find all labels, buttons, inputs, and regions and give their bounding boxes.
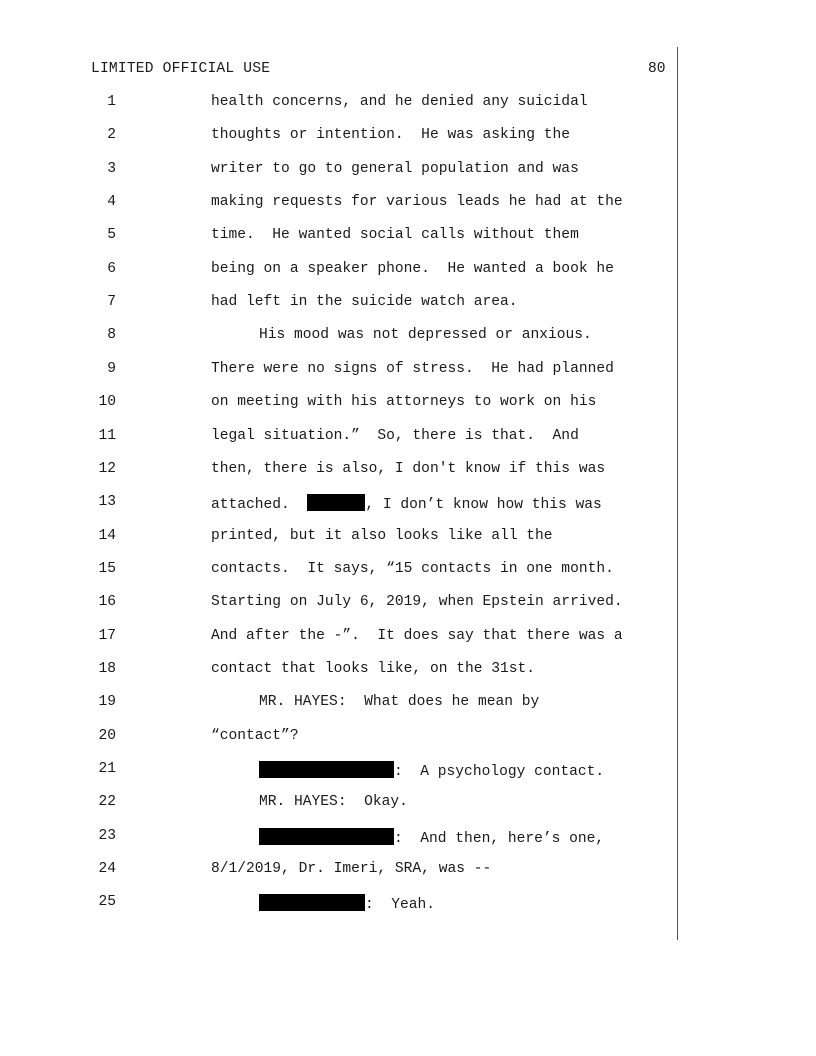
line-text-segment: Starting on July 6, 2019, when Epstein arrived. — [211, 594, 623, 611]
line-text — [211, 594, 623, 610]
line-number: 20 — [98, 727, 116, 744]
line-text-segment: contact that looks like, on the 31st. — [211, 660, 536, 677]
transcript-line — [0, 94, 816, 114]
transcript-line — [0, 127, 816, 147]
line-text — [211, 227, 579, 243]
line-text-segment: 8/1/2019, Dr. Imeri, SRA, was -- — [211, 861, 492, 878]
line-number: 6 — [107, 260, 116, 277]
line-number: 16 — [98, 594, 116, 611]
line-number: 24 — [98, 861, 116, 878]
line-text — [259, 694, 539, 710]
line-text — [211, 561, 614, 577]
transcript-line — [0, 194, 816, 214]
redaction-block — [307, 494, 365, 511]
redaction-block — [259, 894, 365, 911]
line-number: 13 — [98, 494, 116, 511]
transcript-line — [0, 761, 816, 781]
line-text-segment: And after the -”. It does say that there was a — [211, 627, 623, 644]
line-text-segment: attached. — [211, 497, 308, 514]
line-text-segment: then, there is also, I don't know if this was — [211, 460, 606, 477]
line-text-segment: , I don’t know how this was — [365, 497, 602, 514]
line-text-segment: : Yeah. — [365, 897, 436, 914]
line-text-segment: printed, but it also looks like all the — [211, 527, 553, 544]
transcript-line — [0, 594, 816, 614]
line-number: 9 — [107, 360, 116, 377]
transcript-line — [0, 728, 816, 748]
line-text-segment: : A psychology contact. — [394, 764, 605, 780]
line-text — [211, 728, 299, 744]
line-number: 19 — [98, 694, 116, 711]
transcript-line — [0, 861, 816, 881]
line-text — [259, 761, 604, 780]
transcript-line — [0, 327, 816, 347]
line-number: 23 — [98, 827, 116, 844]
line-text-segment: His mood was not depressed or anxious. — [259, 327, 592, 344]
line-text — [211, 494, 602, 513]
line-text-segment: : And then, here’s one, — [394, 830, 605, 847]
redaction-block — [259, 828, 394, 845]
line-text — [211, 661, 535, 677]
transcript-line — [0, 528, 816, 548]
line-text — [211, 528, 553, 544]
redaction-block — [259, 761, 394, 778]
line-text-segment: being on a speaker phone. He wanted a book he — [211, 260, 614, 277]
line-text-segment: thoughts or intention. He was asking the — [211, 127, 571, 144]
line-text — [211, 628, 623, 644]
line-text — [259, 327, 592, 343]
transcript-line — [0, 794, 816, 814]
line-text — [211, 294, 518, 310]
line-number: 2 — [107, 127, 116, 144]
line-text-segment: health concerns, and he denied any suicidal — [211, 94, 588, 110]
transcript-line — [0, 227, 816, 247]
line-text — [211, 194, 623, 210]
line-number: 3 — [107, 160, 116, 177]
line-number: 18 — [98, 660, 116, 677]
transcript-line — [0, 161, 816, 181]
transcript-line — [0, 394, 816, 414]
line-number: 17 — [98, 627, 116, 644]
transcript-line — [0, 494, 816, 514]
document-classification-header: LIMITED OFFICIAL USE — [91, 61, 271, 77]
line-number: 1 — [107, 94, 116, 110]
transcript-line — [0, 694, 816, 714]
line-text — [211, 127, 570, 143]
transcript-line — [0, 261, 816, 281]
line-text — [211, 361, 614, 377]
line-text-segment: writer to go to general population and was — [211, 160, 579, 177]
line-text-segment: making requests for various leads he had at the — [211, 194, 623, 211]
line-number: 11 — [98, 427, 116, 444]
transcript-line — [0, 628, 816, 648]
transcript-line — [0, 661, 816, 681]
line-number: 5 — [107, 227, 116, 244]
transcript-line — [0, 294, 816, 314]
line-text — [211, 461, 605, 477]
line-text-segment: on meeting with his attorneys to work on his — [211, 394, 597, 411]
line-text — [211, 261, 614, 277]
transcript-line — [0, 361, 816, 381]
line-text — [211, 428, 579, 444]
line-number: 15 — [98, 560, 116, 577]
line-text-segment: MR. HAYES: What does he mean by — [259, 694, 540, 711]
line-text — [211, 861, 491, 877]
line-number: 14 — [98, 527, 116, 544]
transcript-line — [0, 461, 816, 481]
line-text-segment: legal situation.” So, there is that. And — [211, 427, 579, 444]
line-text — [259, 794, 408, 810]
line-text-segment: had left in the suicide watch area. — [211, 294, 518, 311]
line-number: 10 — [98, 394, 116, 411]
line-number: 22 — [98, 794, 116, 811]
line-number: 4 — [107, 194, 116, 211]
transcript-line — [0, 428, 816, 448]
line-text — [211, 94, 588, 110]
line-number: 12 — [98, 460, 116, 477]
line-text — [211, 161, 579, 177]
line-number: 8 — [107, 327, 116, 344]
transcript-line — [0, 828, 816, 848]
line-text-segment: “contact”? — [211, 727, 299, 744]
line-text-segment: MR. HAYES: Okay. — [259, 794, 408, 811]
transcript-line — [0, 894, 816, 914]
page-number: 80 — [648, 61, 666, 77]
line-number: 7 — [107, 294, 116, 311]
line-text-segment: time. He wanted social calls without them — [211, 227, 579, 244]
line-number: 21 — [98, 761, 116, 777]
line-text-segment: contacts. It says, “15 contacts in one month. — [211, 560, 614, 577]
line-text-segment: There were no signs of stress. He had planned — [211, 360, 614, 377]
line-text — [211, 394, 596, 410]
line-number: 25 — [98, 894, 116, 911]
line-text — [259, 894, 435, 913]
transcript-line — [0, 561, 816, 581]
line-text — [259, 828, 604, 847]
